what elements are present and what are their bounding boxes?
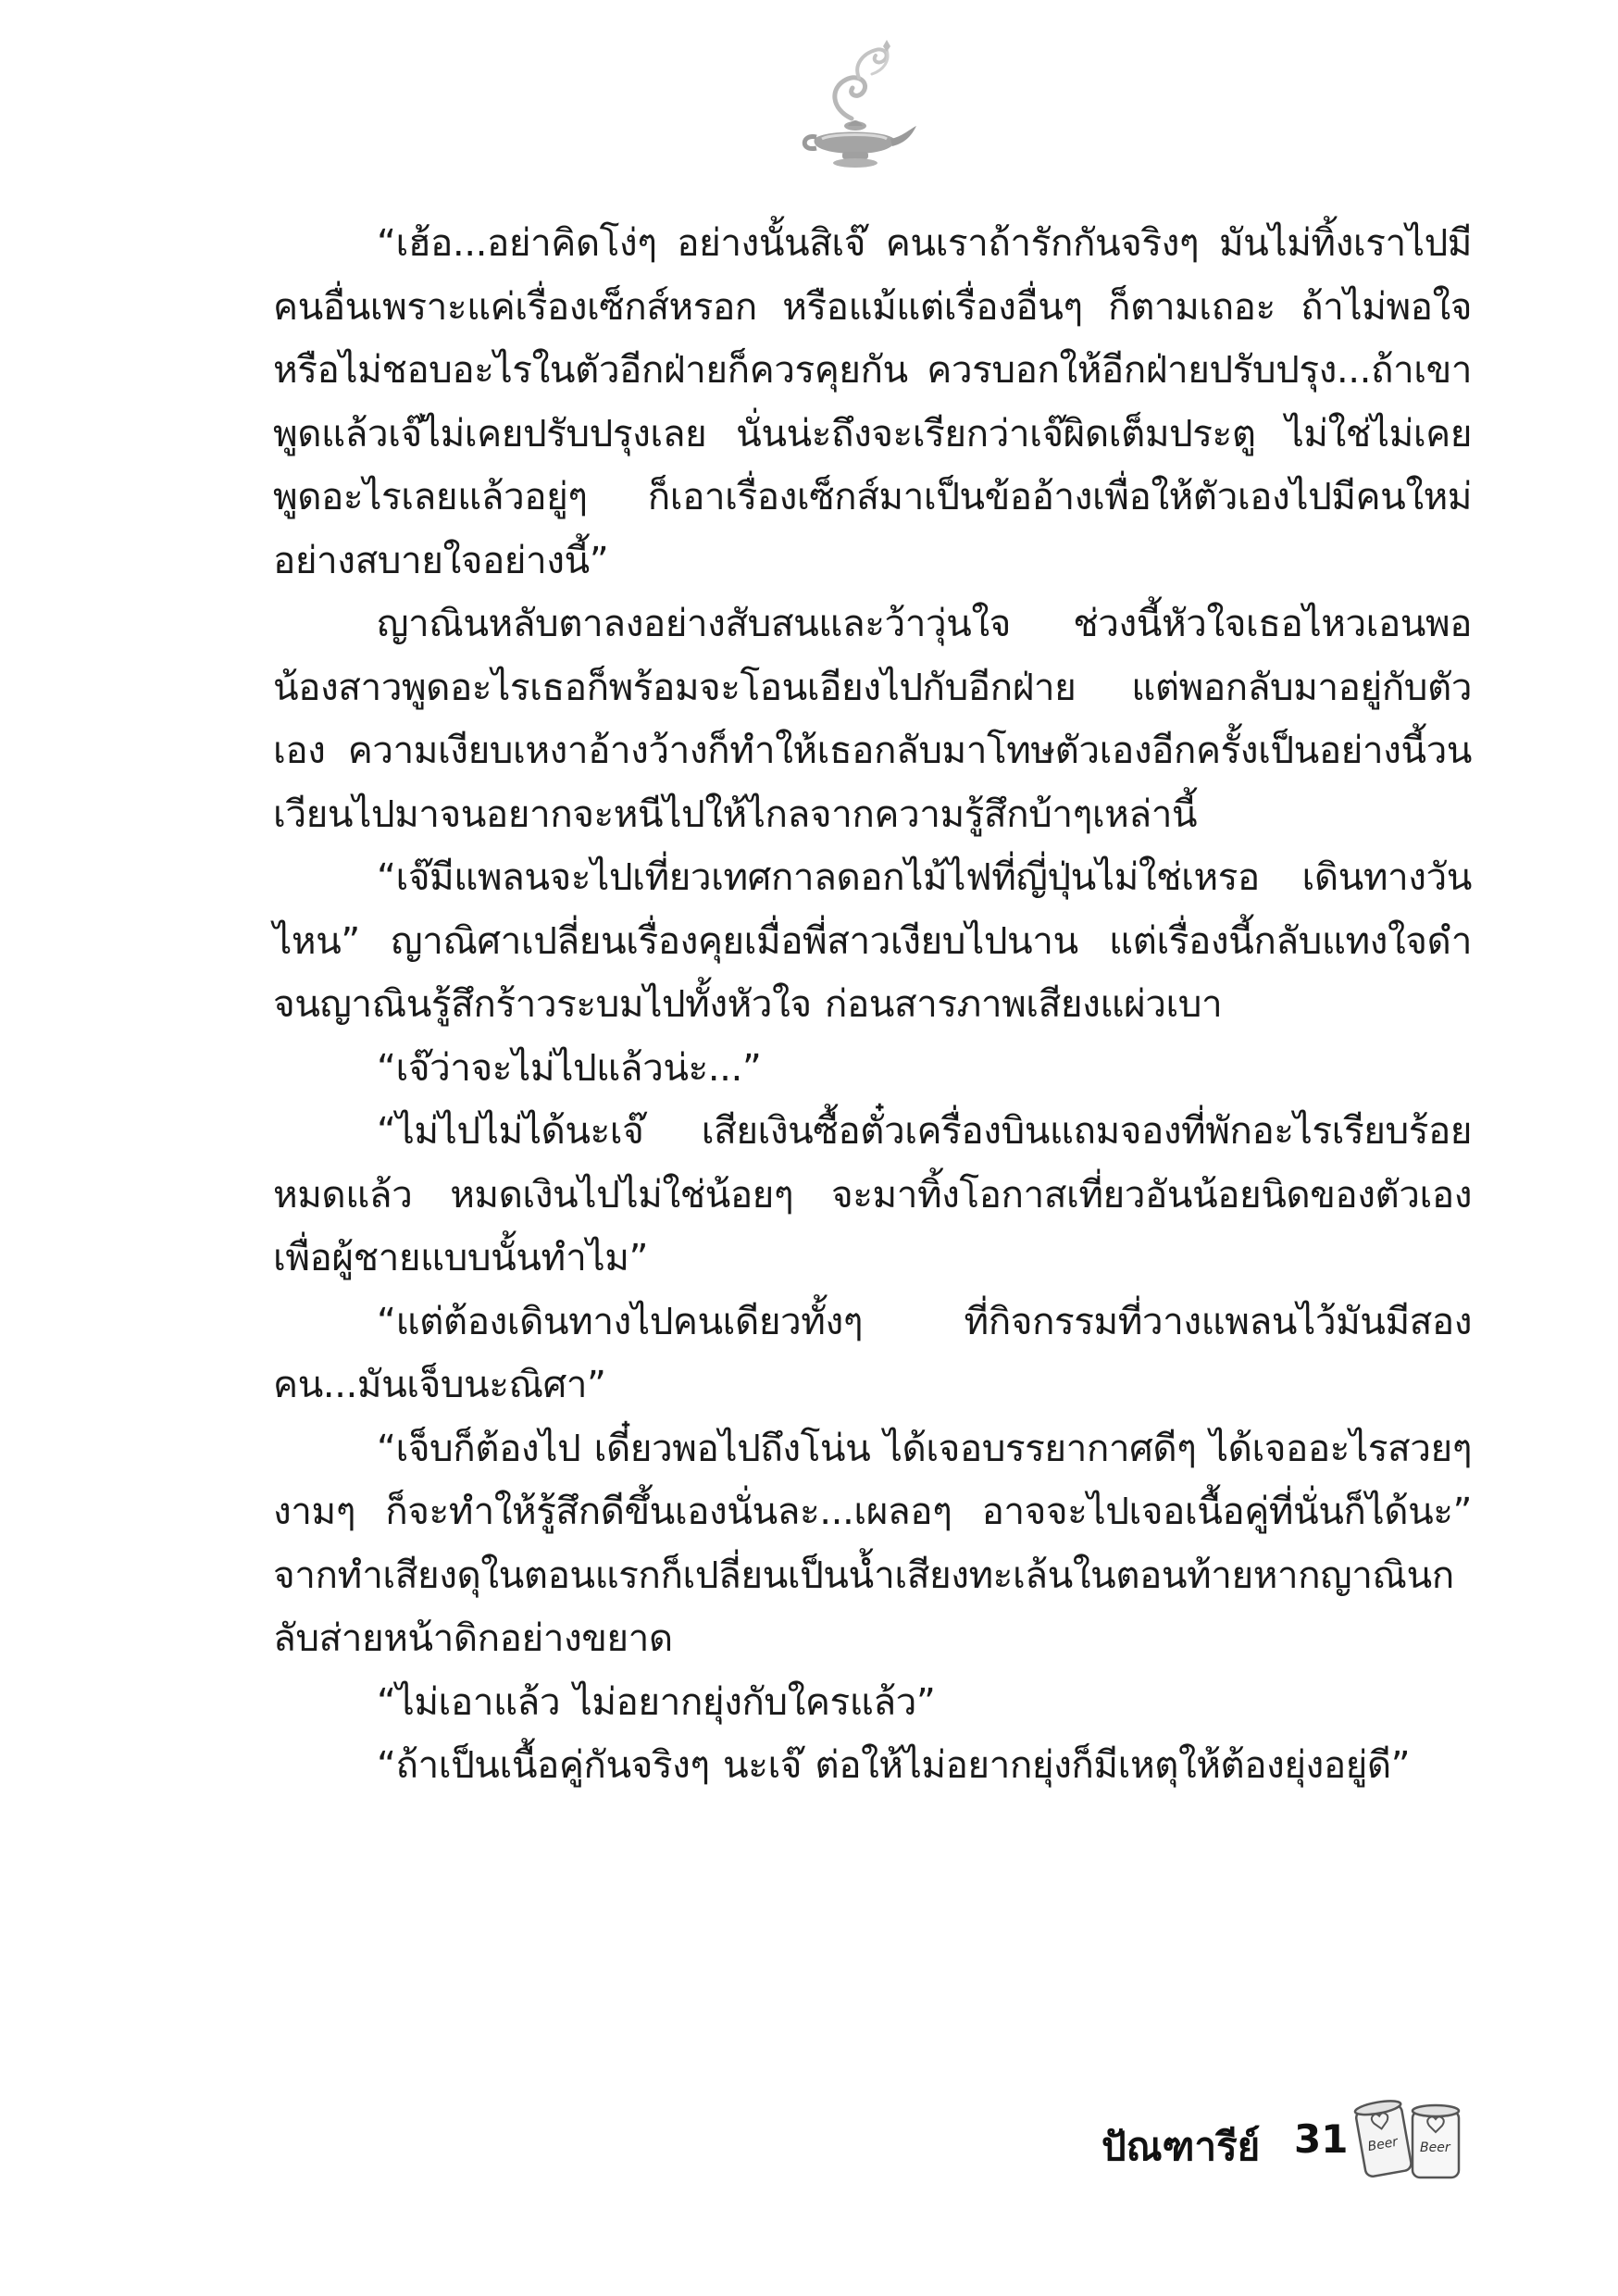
genie-lamp-icon [794, 37, 924, 176]
paragraph: ญาณินหลับตาลงอย่างสับสนและว้าวุ่นใจ ช่วงนี้หัวใจเธอไหวเอนพอน้องสาวพูดอะไรเธอก็พร้อมจะโอนเอียงไปกับอีกฝ่าย แต่พอกลับมาอยู่กับตัวเอง ความเงียบเหงาอ้างว้างก็ทำให้เธอกลับมาโทษตัวเองอีกครั้งเป็นอย่างนี้วนเวียนไปมาจนอยากจะหนีไปให้ไกลจากความรู้สึกบ้าๆเหล่านี้ [273, 601, 1472, 836]
beer-cans-icon [1348, 2090, 1468, 2183]
paragraph: “ไม่เอาแล้ว ไม่อยากยุ่งกับใครแล้ว” [377, 1678, 936, 1724]
paragraph: “ไม่ไปไม่ได้นะเจ๊ เสียเงินซื้อตั๋วเครื่องบินแถมจองที่พักอะไรเรียบร้อยหมดแล้ว หมดเงินไปไม่ใช่น้อยๆ จะมาทิ้งโอกาสเที่ยวอันน้อยนิดของตัวเองเพื่อผู้ชายแบบนั้นทำไม” [273, 1108, 1472, 1279]
paragraph: “ถ้าเป็นเนื้อคู่กันจริงๆ นะเจ๊ ต่อให้ไม่อยากยุ่งก็มีเหตุให้ต้องยุ่งอยู่ดี” [377, 1742, 1411, 1787]
can-label: Beer [1366, 2134, 1400, 2155]
can-label: Beer [1420, 2140, 1450, 2155]
paragraph: “เฮ้อ...อย่าคิดโง่ๆ อย่างนั้นสิเจ๊ คนเราถ้ารักกันจริงๆ มันไม่ทิ้งเราไปมีคนอื่นเพราะแค่เรื่องเซ็กส์หรอก หรือแม้แต่เรื่องอื่นๆ ก็ตามเถอะ ถ้าไม่พอใจหรือไม่ชอบอะไรในตัวอีกฝ่ายก็ควรคุยกัน ควรบอกให้อีกฝ่ายปรับปรุง...ถ้าเขาพูดแล้วเจ๊ไม่เคยปรับปรุงเลย นั่นน่ะถึงจะเรียกว่าเจ๊ผิดเต็มประตู ไม่ใช่ไม่เคยพูดอะไรเลยแล้วอยู่ๆ ก็เอาเรื่องเซ็กส์มาเป็นข้ออ้างเพื่อให้ตัวเองไปมีคนใหม่อย่างสบายใจอย่างนี้” [273, 220, 1472, 582]
book-title: ปัณฑารีย์ [1101, 2124, 1261, 2169]
page-footer [1064, 2090, 1481, 2192]
paragraph: “เจ๊ว่าจะไม่ไปแล้วน่ะ...” [377, 1044, 762, 1090]
page-number: 31 [1294, 2116, 1349, 2162]
paragraph: “เจ๊มีแพลนจะไปเที่ยวเทศกาลดอกไม้ไฟที่ญี่ปุ่นไม่ใช่เหรอ เดินทางวันไหน” ญาณิศาเปลี่ยนเรื่องคุยเมื่อพี่สาวเงียบไปนาน แต่เรื่องนี้กลับแทงใจดำจนญาณินรู้สึกร้าวระบมไปทั้งหัวใจ ก่อนสารภาพเสียงแผ่วเบา [273, 855, 1472, 1026]
paragraph: “แต่ต้องเดินทางไปคนเดียวทั้งๆ ที่กิจกรรมที่วางแพลนไว้มันมีสองคน...มันเจ็บนะณิศา” [273, 1298, 1472, 1406]
body-text [273, 211, 1472, 1797]
paragraph: “เจ็บก็ต้องไป เดี๋ยวพอไปถึงโน่น ได้เจอบรรยากาศดีๆ ได้เจออะไรสวยๆ งามๆ ก็จะทำให้รู้สึกดีขึ้นเองนั่นละ...เผลอๆ อาจจะไปเจอเนื้อคู่ที่นั่นก็ได้นะ” จากทำเสียงดุในตอนแรกก็เปลี่ยนเป็นน้ำเสียงทะเล้นในตอนท้ายหากญาณินกลับส่ายหน้าดิกอย่างขยาด [273, 1425, 1473, 1660]
